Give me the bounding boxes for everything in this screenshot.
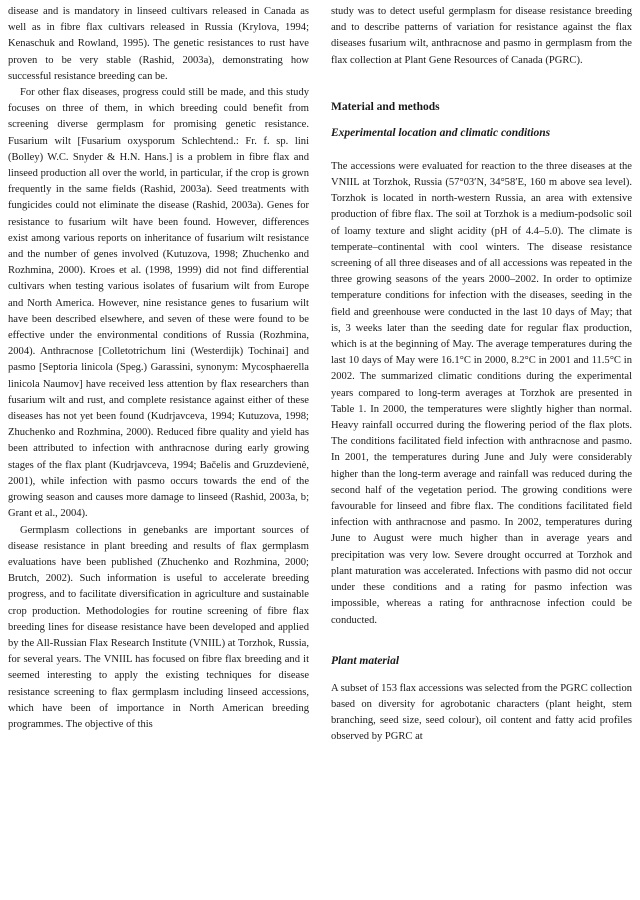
paragraph-germplasm-collections: Germplasm collections in genebanks are important sources of disease resistance in plant breeding and results of flax germplasm evaluations have been published (Zhuchenko and Rozhmina, 2000; Brutch, 2002). Such information is useful to accelerate breeding progress, and to facilitate diversification in agriculture and sustainable crop production. Methodologies for routine screening of fibre flax breeding lines for disease resistance have been developed and applied by the All-Russian Flax Research Institute (VNIIL) at Torzhok, Russia, for several years. The VNIIL has focused on fibre flax breeding and it seemed interesting to apply the existing techniques for disease resistance screening to flax germplasm including linseed accessions, which have been of importance in North American breeding programmes. The objective of this: [8, 524, 309, 730]
left-column: [8, 4, 309, 900]
paragraph-plant-material: A subset of 153 flax accessions was selected from the PGRC collection based on diversity for agrobotanic characters (plant height, stem branching, seed size, seed colour), oil content and fatty acid profiles observed by PGRC at: [331, 682, 632, 743]
section-heading-material-methods: Material and methods: [331, 100, 440, 113]
paragraph-rust-resistance: disease and is mandatory in linseed cultivars released in Canada as well as in fibre flax cultivars released in Russia (Krylova, 1994; Kenaschuk and Rowland, 1995). The genetic resistances to rust have proven to be very stable (Rashid, 2003a), demonstrating how successful resistance breeding can be.: [8, 6, 309, 82]
paragraph-climate: The accessions were evaluated for reaction to the three diseases at the VNIIL at Torzhok, Russia (57°03′N, 34°58′E, 160 m above sea level). Torzhok is located in north-western Russia, an area with extensive production of fibre flax. The soil at Torzhok is a medium-podsolic soil of loamy texture and slight acidity (pH of 4.4–5.0). The climate is temperate–continental with cool winters. The disease resistance screening of all three diseases and of all accessions was repeated in the three growing seasons of the years 2000–2002. In order to optimize temperature conditions for infection with the diseases, seeding in the field and greenhouse were conducted in the last 10 days of May; that is, 3 weeks later than the seeding date for regular flax production, which is at the beginning of May. The average temperatures during the last 10 days of May were 16.1°C in 2000, 8.2°C in 2001 and 11.5°C in 2002. The summarized climatic conditions during the experimental years compared to long-term averages at Torzhok are presented in Table 1. In 2000, the temperatures were slightly higher than normal. Heavy rainfall occurred during the flowering period of the flax plots. The conditions facilitated field infection with anthracnose and pasmo. In 2001, the temperatures during June and July were considerably higher than the long-term average and rainfall was reduced during the second half of the vegetation period. The growing conditions were favourable for linseed and fibre flax. The conditions facilitated field infection with anthracnose and pasmo. In 2002, temperatures during June to August were much higher than in average years and precipitation was very low. Severe drought occurred at Torzhok and plant maturation was accelerated. Infections with pasmo did not occur under these conditions and a rating for pasmo infection was impossible, whereas a rating for anthracnose infection could be conducted.: [331, 160, 632, 626]
paragraph-flax-diseases: For other flax diseases, progress could still be made, and this study focuses on three of them, in which breeding could benefit from screening diverse germplasm for promising genetic resistance. Fusarium wilt [Fusarium oxysporum Schlechtend.: Fr. f. sp. lini (Bolley) W.C. Snyder & H.N. Hans.] is a problem in fibre flax and linseed production all over the world, in particular, if the crop is grown frequently in the same fields (Rashid, 2003a). Seed treatments with fungicides could not eliminate the disease (Rashid, 2003a). Genes for resistance to fusarium wilt have been found. However, differences exist among various reports on inheritance of fusarium wilt resistance and the number of genes involved (Kutuzova, 1998; Zhuchenko and Rozhmina, 2000). Kroes et al. (1998, 1999) did not find differential cultivars when testing various isolates of fusarium wilt from Europe and North America. However, nine resistance genes to fusarium wilt have been described elsewhere, and seven of these were found to be effective under the environmental conditions of Russia (Rozhmina, 2004). Anthracnose [Colletotrichum lini (Westerdijk) Tochinai] and pasmo [Septoria linicola (Speg.) Garassini, synonym: Mycosphaerella linicola Naumov] have received less attention by flax researchers than fusarium wilt and rust, and complete resistance against either of these diseases has not yet been found (Kudrjavceva, 1994; Kutuzova, 1998; Zhuchenko and Rozhmina, 2000). Reduced fibre quality and yield has been attributed to infection with anthracnose during early growing stages of the flax plant (Kudrjavceva, 1994; Bačelis and Gruzdevienė, 2001), while infection with pasmo occurs towards the end of the growing season and causes more damage to linseed (Rashid, 2003a, b; Grant et al., 2004).: [8, 87, 309, 520]
subheading-location-climate: Experimental location and climatic conditions: [331, 126, 551, 139]
subheading-plant-material: Plant material: [331, 654, 400, 667]
right-column: [331, 4, 632, 900]
paragraph-study-objective: study was to detect useful germplasm for disease resistance breeding and to describe patterns of variation for resistance against the flax diseases fusarium wilt, anthracnose and pasmo in germplasm from the flax collection at Plant Gene Resources of Canada (PGRC).: [331, 6, 632, 66]
